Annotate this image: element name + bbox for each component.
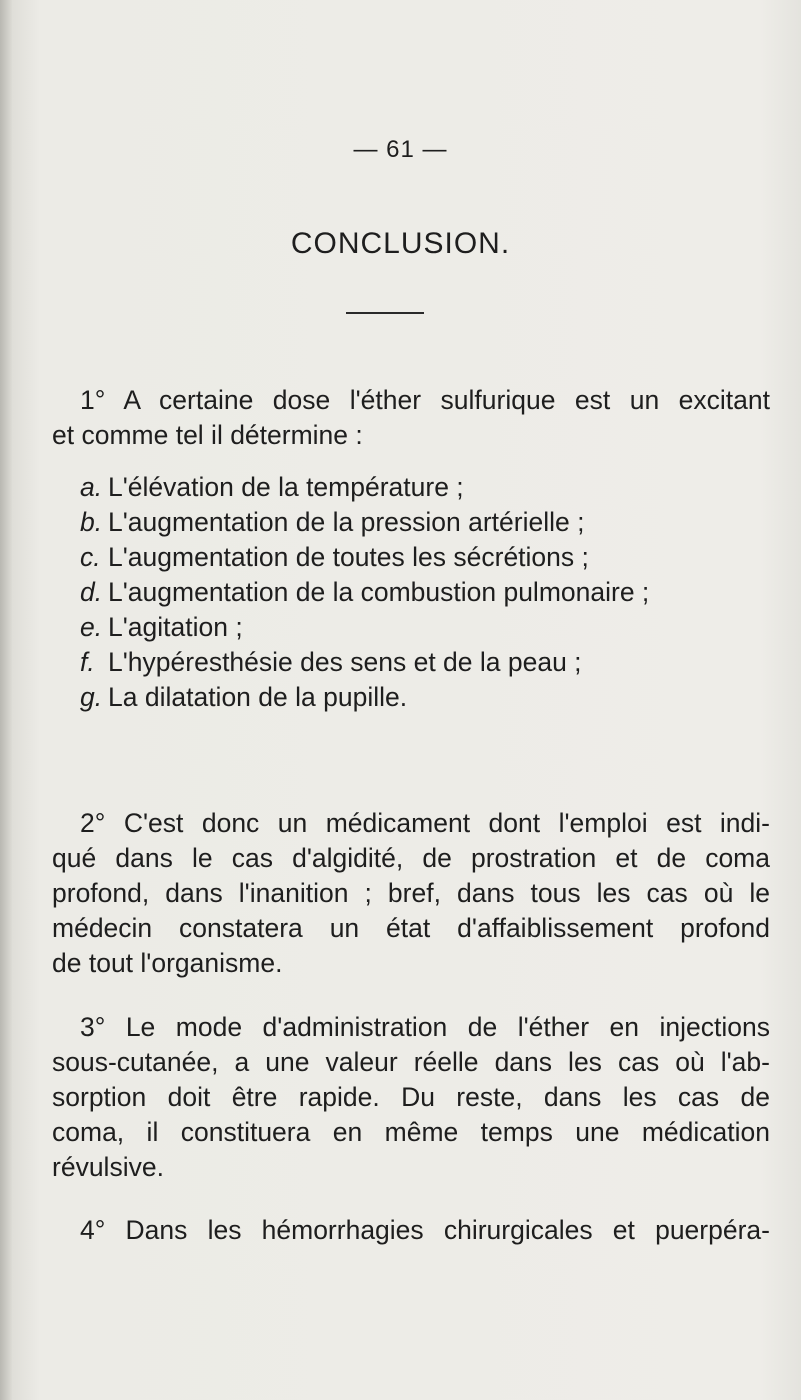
page-number: — 61 — <box>353 136 448 163</box>
list-text: L'augmentation de la pression artérielle ; <box>108 507 585 537</box>
list-text: L'augmentation de la combustion pulmonaire ; <box>108 577 650 607</box>
paragraph-3 <box>52 1010 770 1185</box>
section-heading: CONCLUSION. <box>290 227 511 260</box>
paragraph-3-line: coma, il constituera en même temps une médication <box>52 1117 770 1147</box>
heading-rule <box>346 312 424 314</box>
list-letter: b. <box>80 507 103 537</box>
list-item <box>52 645 770 680</box>
list-text: La dilatation de la pupille. <box>108 682 408 712</box>
paragraph-3-line: 3° Le mode d'administration de l'éther en injections <box>80 1012 770 1042</box>
list-text: L'élévation de la température ; <box>108 472 464 502</box>
list-letter: c. <box>80 542 101 572</box>
list-item <box>52 540 770 575</box>
paragraph-2-line: 2° C'est donc un médicament dont l'emploi est indi- <box>80 808 770 838</box>
list-item <box>52 470 770 505</box>
paragraph-2-line: profond, dans l'inanition ; bref, dans tous les cas où le <box>52 878 770 908</box>
list-letter: f. <box>80 647 95 677</box>
paragraph-3-line: sorption doit être rapide. Du reste, dans les cas de <box>52 1082 770 1112</box>
list-item <box>52 680 770 715</box>
list-letter: d. <box>80 577 103 607</box>
list-letter: g. <box>80 682 103 712</box>
paragraph-1-line: et comme tel il détermine : <box>52 420 363 450</box>
paragraph-3-line: sous-cutanée, a une valeur réelle dans les cas où l'ab- <box>52 1047 770 1077</box>
list-text: L'agitation ; <box>108 612 243 642</box>
list-item <box>52 575 770 610</box>
list-letter: a. <box>80 472 103 502</box>
list-item <box>52 505 770 540</box>
page-binding-edge <box>0 0 12 1400</box>
paragraph-3-line: révulsive. <box>52 1152 164 1182</box>
list-text: L'hypéresthésie des sens et de la peau ; <box>108 647 582 677</box>
paragraph-1-line: 1° A certaine dose l'éther sulfurique est un excitant <box>80 385 770 415</box>
paragraph-1 <box>52 383 770 453</box>
paragraph-4-line: 4° Dans les hémorrhagies chirurgicales et puerpéra- <box>80 1215 770 1245</box>
list-text: L'augmentation de toutes les sécrétions ; <box>108 542 589 572</box>
paragraph-2-line: de tout l'organisme. <box>52 948 283 978</box>
paragraph-2 <box>52 806 770 981</box>
paragraph-4 <box>52 1213 770 1248</box>
paragraph-2-line: qué dans le cas d'algidité, de prostration et de coma <box>52 843 770 873</box>
list-letter: e. <box>80 612 103 642</box>
effects-list <box>52 470 770 715</box>
paragraph-2-line: médecin constatera un état d'affaiblissement profond <box>52 913 770 943</box>
list-item <box>52 610 770 645</box>
